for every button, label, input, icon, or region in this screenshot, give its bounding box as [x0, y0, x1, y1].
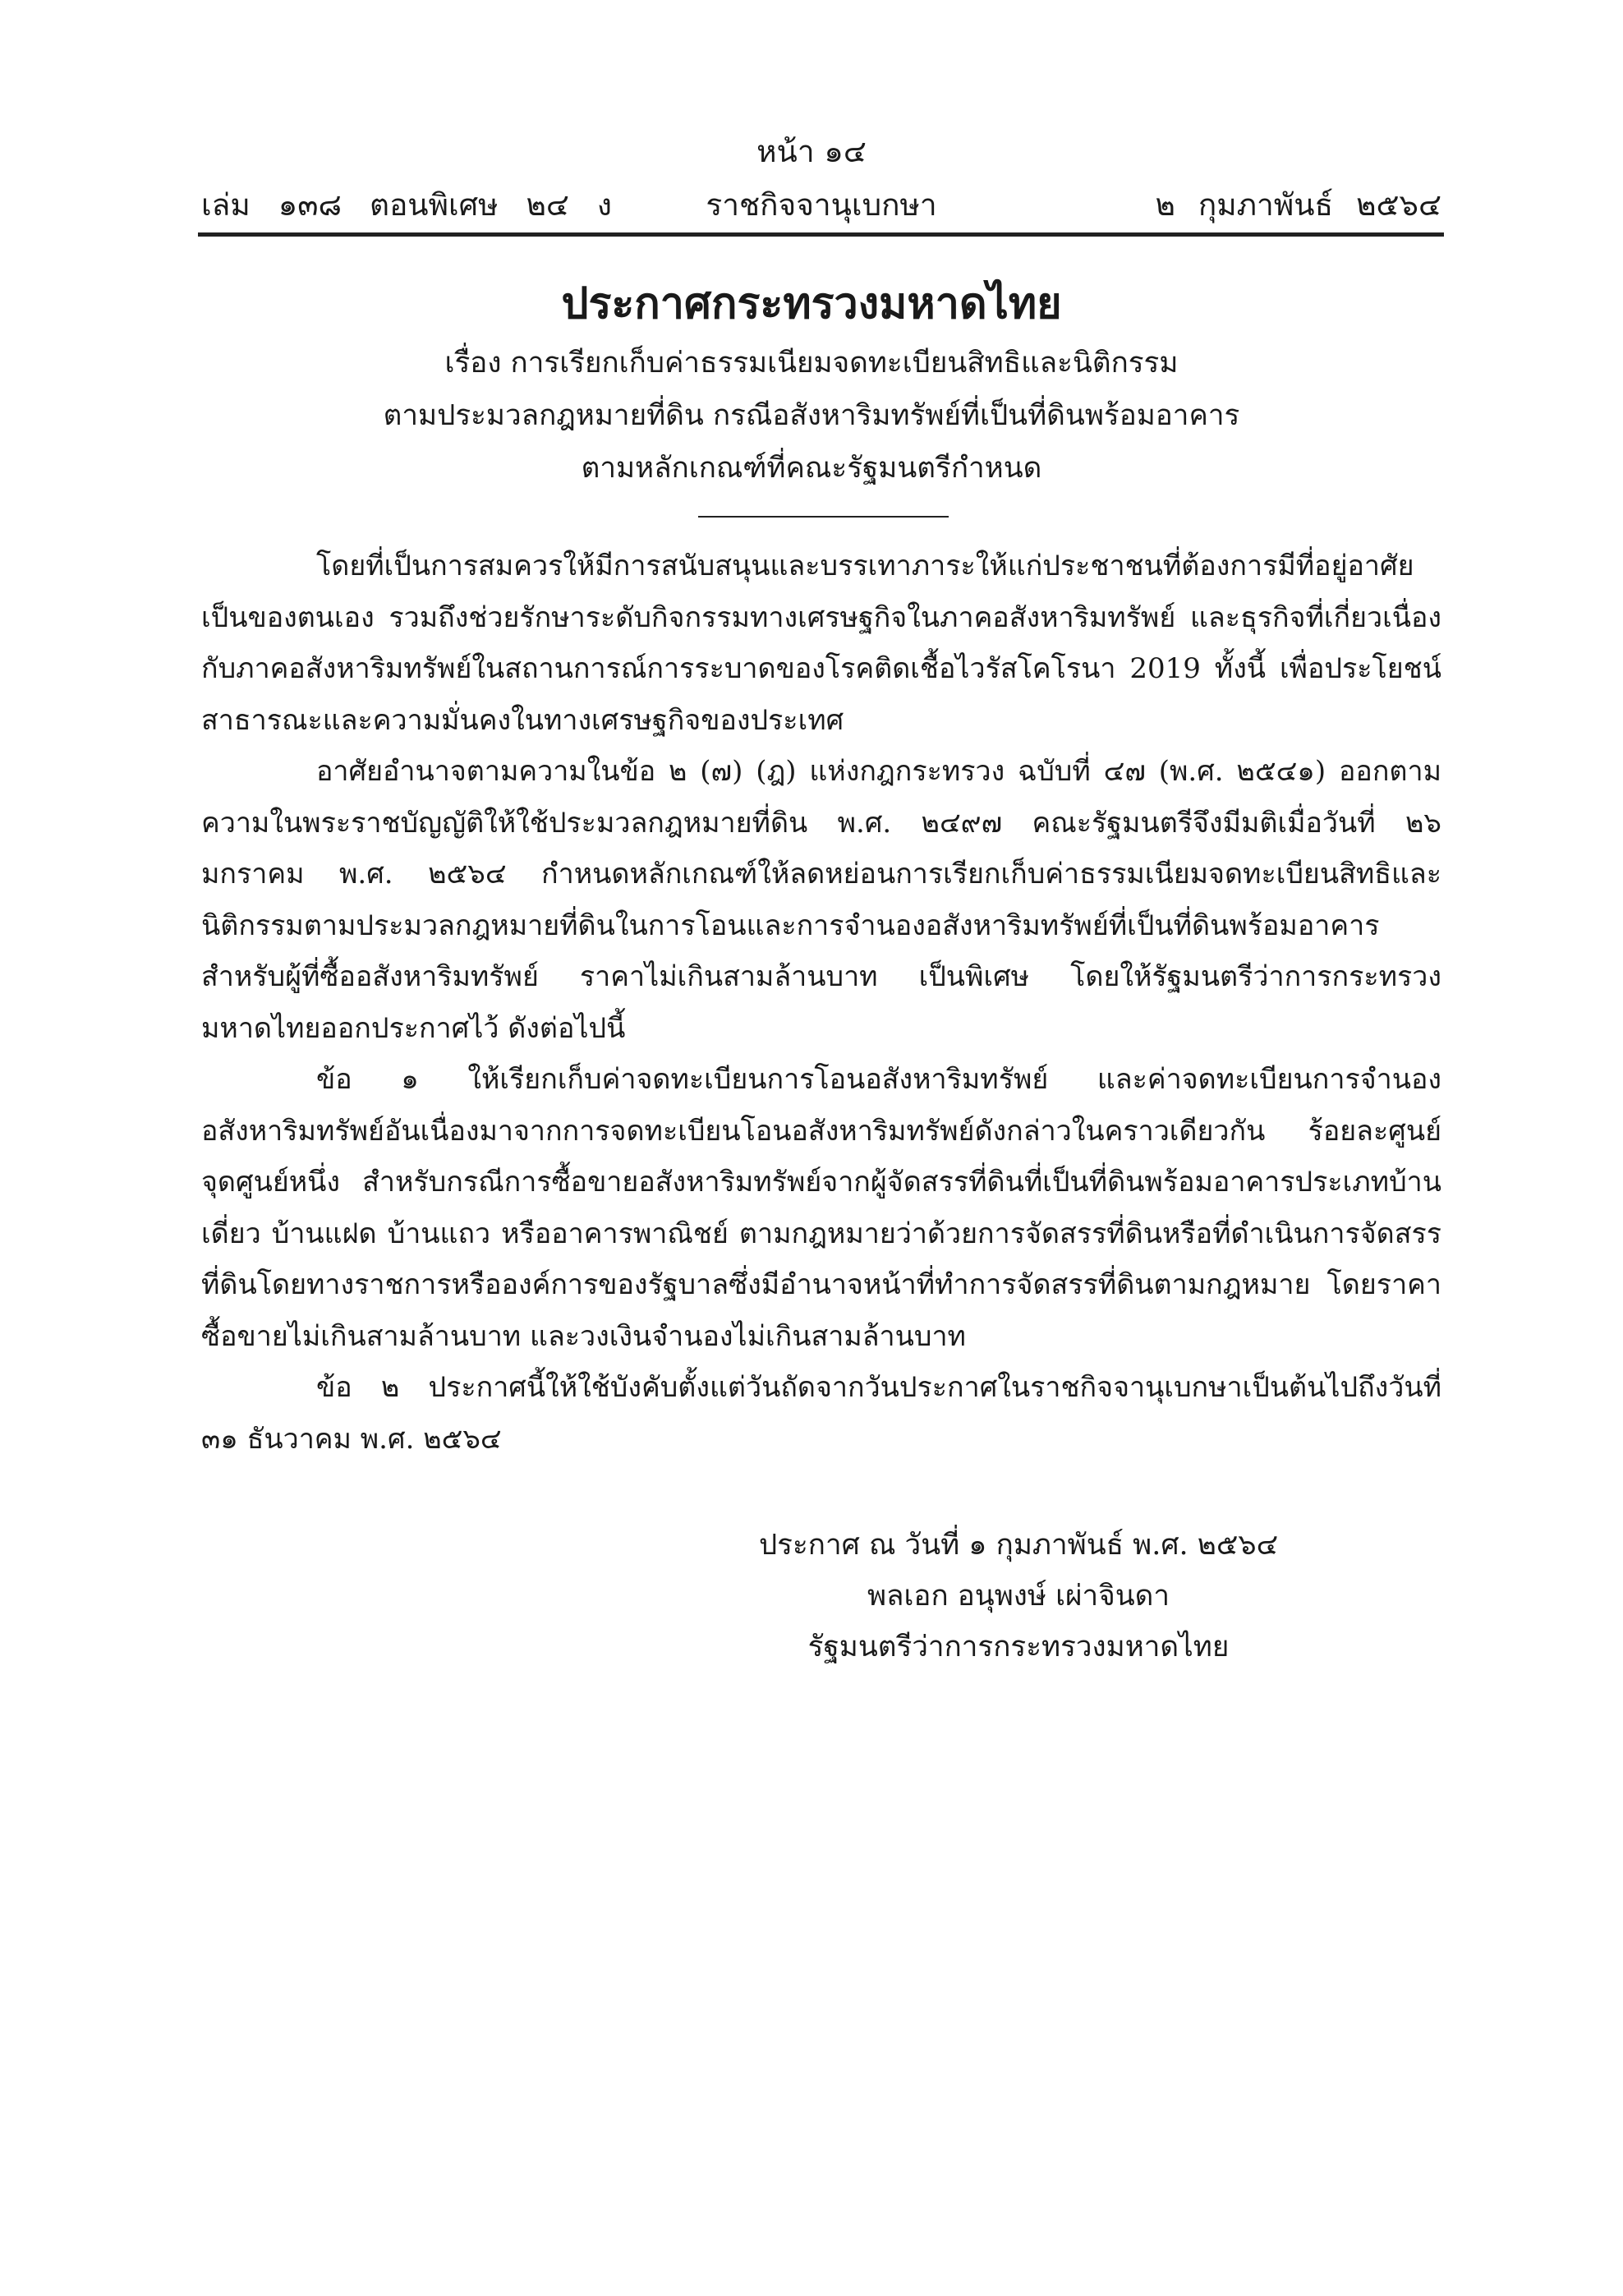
volume-number: ๑๓๘ [278, 187, 343, 223]
section-number: ๒๔ [526, 187, 569, 223]
header-divider [198, 232, 1444, 237]
body-paragraph-clause-1: ข้อ ๑ ให้เรียกเก็บค่าจดทะเบียนการโอนอสังหาริมทรัพย์ และค่าจดทะเบียนการจำนองอสังหาริมทรัพย์อันเนื่องมาจากการจดทะเบียนโอนอสังหาริมทรัพย์ดังกล่าวในคราวเดียวกัน ร้อยละศูนย์จุดศูนย์หนึ่ง สำหรับกรณีการซื้อขายอสังหาริมทรัพย์จากผู้จัดสรรที่ดินที่เป็นที่ดินพร้อมอาคารประเภทบ้านเดี่ยว บ้านแฝด บ้านแถว หรืออาคารพาณิชย์ ตามกฎหมายว่าด้วยการจัดสรรที่ดินหรือที่ดำเนินการจัดสรรที่ดินโดยทางราชการหรือองค์การของรัฐบาลซึ่งมีอำนาจหน้าที่ทำการจัดสรรที่ดินตามกฎหมาย โดยราคาซื้อขายไม่เกินสามล้านบาท และวงเงินจำนองไม่เกินสามล้านบาท [201, 1063, 1441, 1353]
signatory-name: พลเอก อนุพงษ์ เผ่าจินดา [867, 1580, 1170, 1613]
signature-date: ประกาศ ณ วันที่ ๑ กุมภาพันธ์ พ.ศ. ๒๕๖๔ [758, 1529, 1279, 1562]
section-label: ตอนพิเศษ [370, 187, 499, 223]
page-number: หน้า ๑๔ [756, 134, 867, 169]
body-paragraph-clause-2: ข้อ ๒ ประกาศนี้ให้ใช้บังคับตั้งแต่วันถัดจากวันประกาศในราชกิจจานุเบกษาเป็นต้นไปถึงวันที่ ๓๑ ธันวาคม พ.ศ. ๒๕๖๔ [201, 1371, 1441, 1456]
announcement-subject [0, 337, 1623, 495]
title-divider [698, 516, 949, 518]
body-paragraph-authority: อาศัยอำนาจตามความในข้อ ๒ (๗) (ฎ) แห่งกฎกระทรวง ฉบับที่ ๔๗ (พ.ศ. ๒๕๔๑) ออกตามความในพระราชบัญญัติให้ใช้ประมวลกฎหมายที่ดิน พ.ศ. ๒๔๙๗ คณะรัฐมนตรีจึงมีมติเมื่อวันที่ ๒๖ มกราคม พ.ศ. ๒๕๖๔ กำหนดหลักเกณฑ์ให้ลดหย่อนการเรียกเก็บค่าธรรมเนียมจดทะเบียนสิทธิและนิติกรรมตามประมวลกฎหมายที่ดินในการโอนและการจำนองอสังหาริมทรัพย์ที่เป็นที่ดินพร้อมอาคารสำหรับผู้ที่ซื้ออสังหาริมทรัพย์ ราคาไม่เกินสามล้านบาท เป็นพิเศษ โดยให้รัฐมนตรีว่าการกระทรวงมหาดไทยออกประกาศไว้ ดังต่อไปนี้ [201, 755, 1441, 1045]
section-letter: ง [596, 187, 612, 223]
gazette-header [201, 182, 1441, 228]
announcement-title: ประกาศกระทรวงมหาดไทย [561, 278, 1062, 329]
subject-line-3: ตามหลักเกณฑ์ที่คณะรัฐมนตรีกำหนด [581, 452, 1042, 485]
date-year: ๒๕๖๔ [1356, 187, 1441, 223]
volume-label: เล่ม [201, 187, 251, 223]
announcement-body [201, 541, 1441, 1465]
gazette-date [1132, 182, 1441, 228]
signature-block [608, 1520, 1429, 1673]
gazette-name: ราชกิจจานุเบกษา [706, 187, 937, 223]
date-month: กุมภาพันธ์ [1198, 187, 1334, 223]
date-day: ๒ [1155, 187, 1175, 223]
body-paragraph-preamble: โดยที่เป็นการสมควรให้มีการสนับสนุนและบรรเทาภาระให้แก่ประชาชนที่ต้องการมีที่อยู่อาศัยเป็นของตนเอง รวมถึงช่วยรักษาระดับกิจกรรมทางเศรษฐกิจในภาคอสังหาริมทรัพย์ และธุรกิจที่เกี่ยวเนื่องกับภาคอสังหาริมทรัพย์ในสถานการณ์การระบาดของโรคติดเชื้อไวรัสโคโรนา 2019 ทั้งนี้ เพื่อประโยชน์สาธารณะและความมั่นคงในทางเศรษฐกิจของประเทศ [201, 550, 1441, 737]
subject-line-1: เรื่อง การเรียกเก็บค่าธรรมเนียมจดทะเบียนสิทธิและนิติกรรม [444, 347, 1179, 380]
subject-line-2: ตามประมวลกฎหมายที่ดิน กรณีอสังหาริมทรัพย์ที่เป็นที่ดินพร้อมอาคาร [383, 399, 1240, 432]
signatory-position: รัฐมนตรีว่าการกระทรวงมหาดไทย [807, 1631, 1230, 1663]
